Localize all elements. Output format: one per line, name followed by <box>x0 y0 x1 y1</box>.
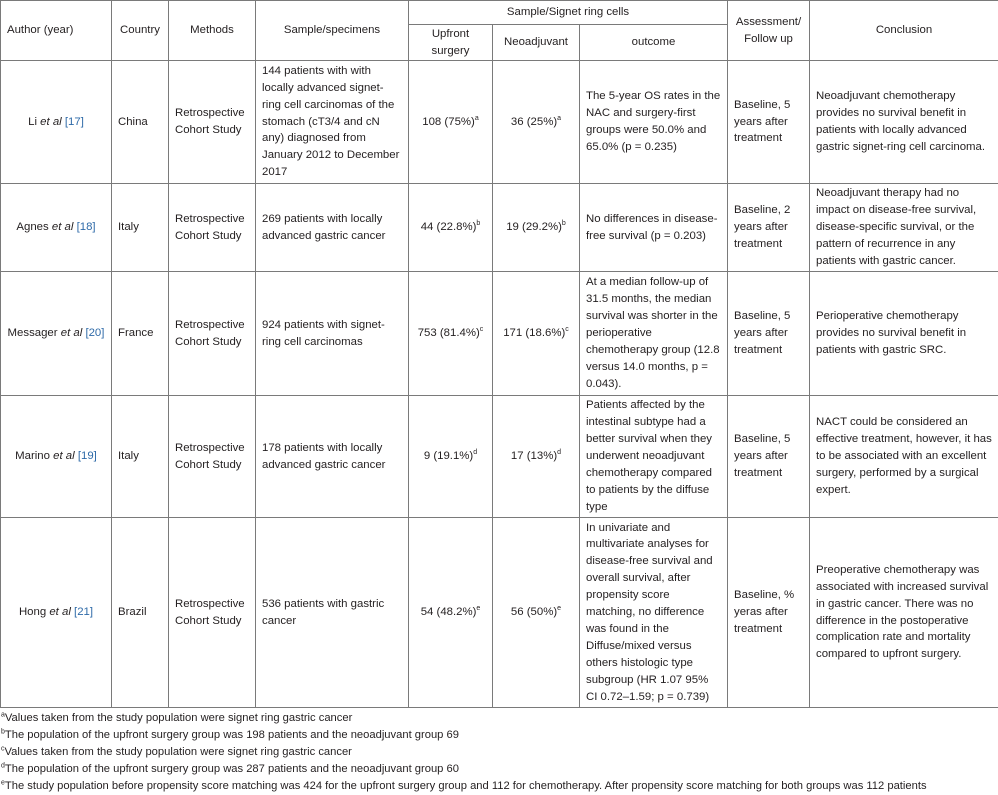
header-methods: Methods <box>169 1 256 61</box>
neoadjuvant-cell <box>493 396 580 518</box>
citation-link[interactable]: [19] <box>77 450 97 463</box>
author-etal: et al <box>53 450 75 463</box>
upfront-cell <box>409 396 493 518</box>
footnote-mark: b <box>561 220 566 228</box>
neoadjuvant-value: 19 (29.2%) <box>506 221 562 234</box>
sample-cell: 536 patients with gastric cancer <box>256 518 409 708</box>
header-sample: Sample/specimens <box>256 1 409 61</box>
author-cell <box>1 396 112 518</box>
footnote <box>0 744 998 761</box>
footnote-mark: c <box>479 326 484 334</box>
table-row <box>1 272 998 396</box>
footnote-mark: a <box>474 114 479 122</box>
footnote-mark: a <box>1 711 5 719</box>
upfront-cell <box>409 272 493 396</box>
assessment-cell: Baseline, 2 years after treatment <box>728 184 810 272</box>
assessment-cell: Baseline, % yeras after treatment <box>728 518 810 708</box>
sample-cell: 178 patients with locally advanced gastric cancer <box>256 396 409 518</box>
conclusion-cell: Neoadjuvant therapy had no impact on disease-free survival, disease-specific survival, or the pattern of recurrence in any patients with gastric cancer. <box>810 184 998 272</box>
author-etal: et al <box>51 221 74 234</box>
footnote-mark: b <box>1 728 5 736</box>
neoadjuvant-value: 36 (25%) <box>510 115 558 128</box>
author-name: Li <box>28 115 41 128</box>
outcome-cell: At a median follow-up of 31.5 months, the median survival was shorter in the perioperative chemotherapy group (12.8 versus 14.0 months, p = 0.043). <box>580 272 728 396</box>
upfront-value: 753 (81.4%) <box>417 327 480 340</box>
footnote-text: The population of the upfront surgery group was 198 patients and the neoadjuvant group 69 <box>4 729 459 741</box>
author-etal: et al <box>60 327 83 340</box>
conclusion-cell: Perioperative chemotherapy provides no survival benefit in patients with gastric SRC. <box>810 272 998 396</box>
footnotes <box>0 710 998 795</box>
upfront-value: 44 (22.8%) <box>420 221 477 234</box>
footnote-mark: d <box>1 762 5 770</box>
upfront-cell <box>409 518 493 708</box>
author-name: Marino <box>15 450 54 463</box>
header-country: Country <box>112 1 169 61</box>
footnote-mark: c <box>565 326 569 334</box>
neoadjuvant-cell <box>493 518 580 708</box>
conclusion-cell: Preoperative chemotherapy was associated with increased survival in gastric cancer. There was no difference in the postoperative complication rate and mortality compared to upfront surgery. <box>810 518 998 708</box>
methods-cell: Retrospective Cohort Study <box>169 61 256 184</box>
sample-cell: 144 patients with with locally advanced signet-ring cell carcinomas of the stomach (cT3/4 and cN any) diagnosed from January 2012 to December 2017 <box>256 61 409 184</box>
author-etal: et al <box>40 115 62 128</box>
header-assessment: Assessment/ Follow up <box>728 1 810 61</box>
table-row <box>1 184 998 272</box>
sample-cell: 269 patients with locally advanced gastric cancer <box>256 184 409 272</box>
footnote-mark: e <box>476 605 481 613</box>
footnote <box>0 710 998 727</box>
upfront-value: 108 (75%) <box>422 115 475 128</box>
outcome-cell: Patients affected by the intestinal subtype had a better survival when they underwent neoadjuvant chemotherapy compared to patients by the diffuse type <box>580 396 728 518</box>
header-conclusion: Conclusion <box>810 1 998 61</box>
footnote-text: Values taken from the study population were signet ring gastric cancer <box>4 746 352 758</box>
upfront-value: 9 (19.1%) <box>423 450 474 463</box>
upfront-cell <box>409 61 493 184</box>
neoadjuvant-value: 56 (50%) <box>510 606 558 619</box>
methods-cell: Retrospective Cohort Study <box>169 272 256 396</box>
footnote <box>0 778 998 795</box>
citation-link[interactable]: [21] <box>74 606 94 619</box>
country-cell: China <box>112 61 169 184</box>
table-row <box>1 396 998 518</box>
outcome-cell: No differences in disease-free survival (p = 0.203) <box>580 184 728 272</box>
table-row <box>1 518 998 708</box>
header-signet-ring-group: Sample/Signet ring cells <box>409 1 728 25</box>
author-cell <box>1 518 112 708</box>
neoadjuvant-cell <box>493 272 580 396</box>
citation-link[interactable]: [18] <box>76 221 96 234</box>
footnote-text: Values taken from the study population were signet ring gastric cancer <box>4 712 353 724</box>
conclusion-cell: Neoadjuvant chemotherapy provides no survival benefit in patients with locally advanced gastric signet-ring cell carcinoma. <box>810 61 998 184</box>
assessment-cell: Baseline, 5 years after treatment <box>728 396 810 518</box>
country-cell: Brazil <box>112 518 169 708</box>
author-name: Hong <box>18 606 50 619</box>
footnote-text: The study population before propensity score matching was 424 for the upfront surgery group and 112 for chemotherapy. After propensity score matching for both groups was 112 patients <box>4 780 927 792</box>
outcome-cell: The 5-year OS rates in the NAC and surgery-first groups were 50.0% and 65.0% (p = 0.235) <box>580 61 728 184</box>
footnote-mark: c <box>1 745 5 753</box>
footnote <box>0 761 998 778</box>
assessment-cell: Baseline, 5 years after treatment <box>728 61 810 184</box>
header-author: Author (year) <box>1 1 112 61</box>
author-cell <box>1 272 112 396</box>
footnote-mark: d <box>557 449 562 457</box>
assessment-cell: Baseline, 5 years after treatment <box>728 272 810 396</box>
footnote-text: The population of the upfront surgery group was 287 patients and the neoadjuvant group 60 <box>4 763 459 775</box>
footnote-mark: e <box>1 779 5 787</box>
citation-link[interactable]: [20] <box>85 327 105 340</box>
author-cell <box>1 184 112 272</box>
footnote-mark: a <box>557 114 562 122</box>
author-cell <box>1 61 112 184</box>
neoadjuvant-value: 171 (18.6%) <box>503 327 566 340</box>
neoadjuvant-cell <box>493 184 580 272</box>
neoadjuvant-cell <box>493 61 580 184</box>
country-cell: Italy <box>112 396 169 518</box>
footnote-mark: d <box>473 449 478 457</box>
neoadjuvant-value: 17 (13%) <box>510 450 558 463</box>
footnote-mark: b <box>476 220 481 228</box>
author-name: Messager <box>7 327 61 340</box>
country-cell: France <box>112 272 169 396</box>
header-neoadjuvant: Neoadjuvant <box>493 25 580 61</box>
outcome-cell: In univariate and multivariate analyses for disease-free survival and overall survival, after propensity score matching, no difference was found in the Diffuse/mixed versus others histologic type subgroup (HR 1.07 95% CI 0.72–1.59; p = 0.739) <box>580 518 728 708</box>
upfront-cell <box>409 184 493 272</box>
methods-cell: Retrospective Cohort Study <box>169 518 256 708</box>
methods-cell: Retrospective Cohort Study <box>169 184 256 272</box>
table-body <box>1 61 998 708</box>
header-outcome: outcome <box>580 25 728 61</box>
sample-cell: 924 patients with signet-ring cell carcinomas <box>256 272 409 396</box>
footnote <box>0 727 998 744</box>
author-name: Agnes <box>16 221 52 234</box>
header-upfront-surgery: Upfront surgery <box>409 25 493 61</box>
author-etal: et al <box>49 606 71 619</box>
methods-cell: Retrospective Cohort Study <box>169 396 256 518</box>
citation-link[interactable]: [17] <box>64 115 84 128</box>
footnote-mark: e <box>557 605 562 613</box>
conclusion-cell: NACT could be considered an effective treatment, however, it has to be associated with an excellent surgery, performed by a surgical expert. <box>810 396 998 518</box>
table-row <box>1 61 998 184</box>
country-cell: Italy <box>112 184 169 272</box>
upfront-value: 54 (48.2%) <box>420 606 477 619</box>
